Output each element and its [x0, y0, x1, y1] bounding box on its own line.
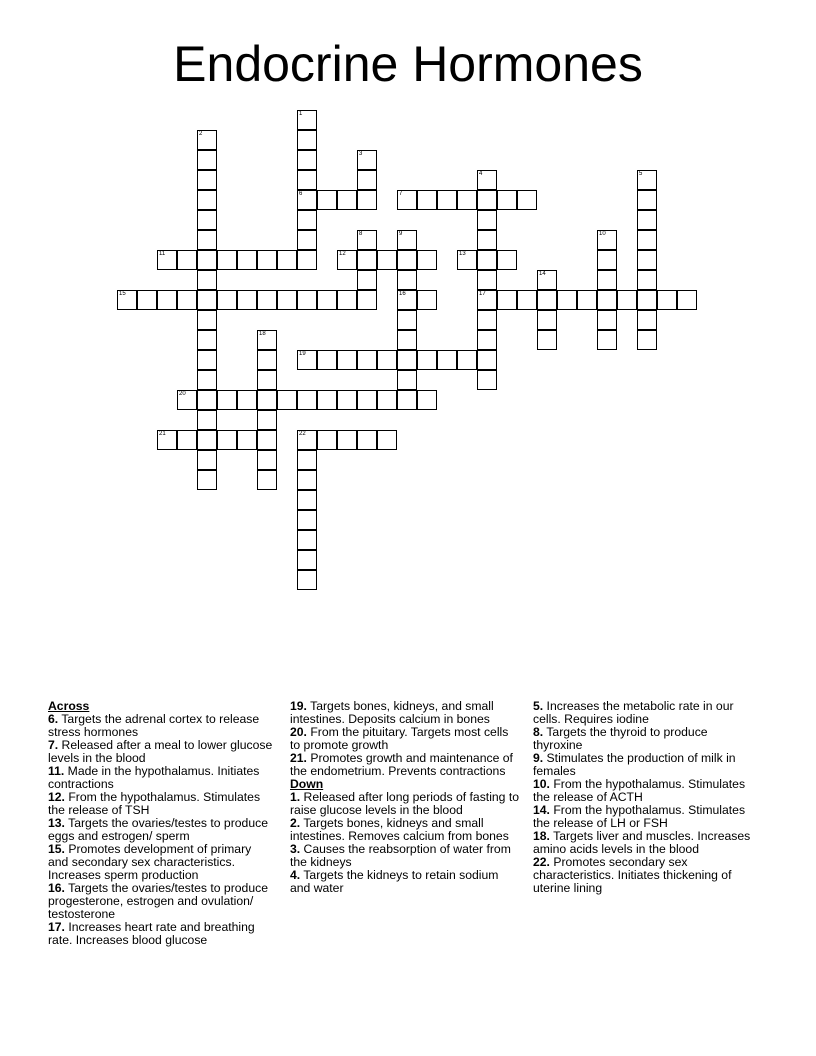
grid-cell[interactable] [417, 390, 437, 410]
clue-number: 12. [48, 790, 65, 804]
grid-cell[interactable] [577, 290, 597, 310]
grid-cell[interactable] [317, 350, 337, 370]
grid-cell[interactable] [477, 210, 497, 230]
grid-cell[interactable] [637, 270, 657, 290]
grid-cell[interactable] [517, 290, 537, 310]
clue-number: 10. [533, 777, 550, 791]
grid-cell[interactable] [297, 530, 317, 550]
cell-number: 12 [339, 251, 346, 257]
clues-column-3 [533, 700, 755, 895]
across-clue [290, 752, 520, 778]
clue-text: Released after a meal to lower glucose levels in the blood [48, 738, 273, 765]
clue-text: Increases the metabolic rate in our cells. Requires iodine [533, 699, 734, 726]
grid-cell[interactable] [477, 250, 497, 270]
down-clues-part-2 [533, 700, 755, 895]
clue-text: From the pituitary. Targets most cells to promote growth [290, 725, 509, 752]
grid-cell[interactable] [297, 190, 317, 210]
grid-cell[interactable] [357, 250, 377, 270]
cell-number: 19 [299, 351, 306, 357]
grid-cell[interactable] [357, 390, 377, 410]
cell-number: 6 [299, 191, 303, 197]
grid-cell[interactable] [417, 250, 437, 270]
clue-number: 19. [290, 699, 307, 713]
grid-cell[interactable] [397, 270, 417, 290]
grid-cell[interactable] [637, 250, 657, 270]
grid-cell[interactable] [197, 390, 217, 410]
grid-cell[interactable] [297, 450, 317, 470]
clue-text: Targets bones, kidneys, and small intestines. Deposits calcium in bones [290, 699, 494, 726]
grid-cell[interactable] [157, 430, 177, 450]
grid-cell[interactable] [657, 290, 677, 310]
grid-cell[interactable] [257, 290, 277, 310]
grid-cell[interactable] [197, 150, 217, 170]
clue-number: 4. [290, 868, 301, 882]
grid-cell[interactable] [197, 170, 217, 190]
grid-cell[interactable] [357, 170, 377, 190]
clue-text: From the hypothalamus. Stimulates the release of ACTH [533, 777, 746, 804]
grid-cell[interactable] [597, 310, 617, 330]
down-clue [290, 817, 520, 843]
grid-cell[interactable] [337, 250, 357, 270]
grid-cell[interactable] [197, 350, 217, 370]
clue-number: 21. [290, 751, 307, 765]
grid-cell[interactable] [637, 230, 657, 250]
grid-cell[interactable] [237, 430, 257, 450]
grid-cell[interactable] [217, 290, 237, 310]
clue-text: Released after long periods of fasting to raise glucose levels in the blood [290, 790, 520, 817]
grid-cell[interactable] [437, 190, 457, 210]
grid-cell[interactable] [257, 330, 277, 350]
grid-cell[interactable] [237, 390, 257, 410]
grid-cell[interactable] [197, 430, 217, 450]
clue-text: From the hypothalamus. Stimulates the release of LH or FSH [533, 803, 746, 830]
grid-cell[interactable] [637, 310, 657, 330]
grid-cell[interactable] [297, 390, 317, 410]
grid-cell[interactable] [457, 190, 477, 210]
grid-cell[interactable] [257, 390, 277, 410]
cell-number: 21 [159, 431, 166, 437]
grid-cell[interactable] [357, 270, 377, 290]
across-clue [48, 791, 274, 817]
cell-number: 1 [299, 111, 303, 117]
grid-cell[interactable] [297, 210, 317, 230]
grid-cell[interactable] [477, 190, 497, 210]
clue-number: 18. [533, 829, 550, 843]
cell-number: 16 [399, 291, 406, 297]
clue-text: From the hypothalamus. Stimulates the release of TSH [48, 790, 261, 817]
down-clue [533, 830, 755, 856]
clue-number: 13. [48, 816, 65, 830]
clue-text: Promotes growth and maintenance of the endometrium. Prevents contractions [290, 751, 513, 778]
clue-text: Made in the hypothalamus. Initiates contractions [48, 764, 260, 791]
grid-cell[interactable] [537, 270, 557, 290]
clue-text: Causes the reabsorption of water from the kidneys [290, 842, 511, 869]
across-heading: Across [48, 699, 90, 713]
grid-cell[interactable] [197, 270, 217, 290]
grid-cell[interactable] [117, 290, 137, 310]
clue-number: 20. [290, 725, 307, 739]
cell-number: 22 [299, 431, 306, 437]
grid-cell[interactable] [377, 250, 397, 270]
clue-number: 2. [290, 816, 301, 830]
cell-number: 20 [179, 391, 186, 397]
clue-number: 9. [533, 751, 544, 765]
across-clue [48, 843, 274, 882]
grid-cell[interactable] [477, 370, 497, 390]
grid-cell[interactable] [197, 250, 217, 270]
clue-text: Targets the adrenal cortex to release stress hormones [48, 712, 260, 739]
grid-cell[interactable] [337, 430, 357, 450]
grid-cell[interactable] [477, 170, 497, 190]
grid-cell[interactable] [677, 290, 697, 310]
grid-cell[interactable] [197, 130, 217, 150]
grid-cell[interactable] [257, 350, 277, 370]
down-clue [533, 856, 755, 895]
cell-number: 2 [199, 131, 203, 137]
clue-text: Targets liver and muscles. Increases amino acids levels in the blood [533, 829, 751, 856]
grid-cell[interactable] [397, 230, 417, 250]
grid-cell[interactable] [537, 310, 557, 330]
grid-cell[interactable] [197, 410, 217, 430]
cell-number: 8 [359, 231, 363, 237]
cell-number: 17 [479, 291, 486, 297]
grid-cell[interactable] [477, 270, 497, 290]
grid-cell[interactable] [197, 330, 217, 350]
grid-cell[interactable] [397, 310, 417, 330]
across-clue [48, 921, 274, 947]
clue-number: 7. [48, 738, 59, 752]
grid-cell[interactable] [517, 190, 537, 210]
cell-number: 11 [159, 251, 166, 257]
grid-cell[interactable] [497, 190, 517, 210]
puzzle-title: Endocrine Hormones [173, 36, 643, 92]
across-clue [48, 765, 274, 791]
grid-cell[interactable] [177, 250, 197, 270]
down-clue [290, 869, 520, 895]
grid-cell[interactable] [137, 290, 157, 310]
grid-cell[interactable] [277, 390, 297, 410]
clue-text: Promotes secondary sex characteristics. Initiates thickening of uterine lining [533, 855, 732, 895]
clue-text: Targets the kidneys to retain sodium and water [290, 868, 499, 895]
grid-cell[interactable] [337, 190, 357, 210]
grid-cell[interactable] [297, 570, 317, 590]
grid-cell[interactable] [597, 290, 617, 310]
grid-cell[interactable] [177, 290, 197, 310]
grid-cell[interactable] [397, 250, 417, 270]
grid-cell[interactable] [397, 390, 417, 410]
grid-cell[interactable] [457, 250, 477, 270]
clue-number: 16. [48, 881, 65, 895]
grid-cell[interactable] [377, 390, 397, 410]
grid-cell[interactable] [617, 290, 637, 310]
grid-cell[interactable] [217, 390, 237, 410]
across-clue [290, 700, 520, 726]
grid-cell[interactable] [177, 430, 197, 450]
grid-cell[interactable] [297, 490, 317, 510]
grid-cell[interactable] [337, 390, 357, 410]
grid-cell[interactable] [397, 330, 417, 350]
grid-cell[interactable] [597, 250, 617, 270]
grid-cell[interactable] [537, 330, 557, 350]
grid-cell[interactable] [477, 230, 497, 250]
grid-cell[interactable] [377, 430, 397, 450]
grid-cell[interactable] [357, 150, 377, 170]
grid-cell[interactable] [197, 190, 217, 210]
grid-cell[interactable] [397, 370, 417, 390]
clues-column-2 [290, 700, 520, 895]
clue-number: 8. [533, 725, 544, 739]
grid-cell[interactable] [357, 290, 377, 310]
grid-cell[interactable] [397, 350, 417, 370]
down-clue [533, 778, 755, 804]
grid-cell[interactable] [357, 230, 377, 250]
clues-column-1 [48, 700, 274, 947]
grid-cell[interactable] [397, 290, 417, 310]
grid-cell[interactable] [237, 290, 257, 310]
grid-cell[interactable] [357, 350, 377, 370]
grid-cell[interactable] [297, 350, 317, 370]
down-clue [533, 700, 755, 726]
grid-cell[interactable] [457, 350, 477, 370]
grid-cell[interactable] [257, 370, 277, 390]
clue-number: 1. [290, 790, 301, 804]
clue-text: Promotes development of primary and secondary sex characteristics. Increases sperm production [48, 842, 252, 882]
grid-cell[interactable] [197, 450, 217, 470]
clue-number: 5. [533, 699, 544, 713]
cell-number: 15 [119, 291, 126, 297]
grid-cell[interactable] [237, 250, 257, 270]
clue-text: Targets the ovaries/testes to produce eggs and estrogen/ sperm [48, 816, 268, 843]
cell-number: 18 [259, 331, 266, 337]
cell-number: 5 [639, 171, 643, 177]
grid-cell[interactable] [437, 350, 457, 370]
cell-number: 10 [599, 231, 606, 237]
across-clue [48, 817, 274, 843]
grid-cell[interactable] [157, 250, 177, 270]
grid-cell[interactable] [357, 190, 377, 210]
grid-cell[interactable] [597, 270, 617, 290]
clue-text: Stimulates the production of milk in females [533, 751, 736, 778]
across-clues-part-2 [290, 700, 520, 778]
across-clue [48, 739, 274, 765]
grid-cell[interactable] [477, 290, 497, 310]
grid-cell[interactable] [197, 210, 217, 230]
grid-cell[interactable] [217, 430, 237, 450]
grid-cell[interactable] [317, 430, 337, 450]
grid-cell[interactable] [197, 310, 217, 330]
grid-cell[interactable] [157, 290, 177, 310]
grid-cell[interactable] [277, 290, 297, 310]
clue-number: 14. [533, 803, 550, 817]
grid-cell[interactable] [297, 230, 317, 250]
down-clues-part-1 [290, 791, 520, 895]
grid-cell[interactable] [637, 170, 657, 190]
across-clues-part-1 [48, 713, 274, 947]
grid-cell[interactable] [297, 470, 317, 490]
across-clue [290, 726, 520, 752]
grid-cell[interactable] [217, 250, 237, 270]
grid-cell[interactable] [337, 290, 357, 310]
clue-number: 15. [48, 842, 65, 856]
grid-cell[interactable] [177, 390, 197, 410]
grid-cell[interactable] [477, 330, 497, 350]
clue-text: Targets the ovaries/testes to produce progesterone, estrogen and ovulation/ testosterone [48, 881, 268, 921]
grid-cell[interactable] [317, 190, 337, 210]
cell-number: 9 [399, 231, 403, 237]
grid-cell[interactable] [357, 430, 377, 450]
grid-cell[interactable] [417, 290, 437, 310]
grid-cell[interactable] [637, 210, 657, 230]
grid-cell[interactable] [497, 250, 517, 270]
grid-cell[interactable] [257, 450, 277, 470]
clue-text: Increases heart rate and breathing rate. Increases blood glucose [48, 920, 255, 947]
clue-text: Targets the thyroid to produce thyroxine [533, 725, 708, 752]
grid-cell[interactable] [297, 290, 317, 310]
down-clue [533, 804, 755, 830]
grid-cell[interactable] [257, 410, 277, 430]
grid-cell[interactable] [337, 350, 357, 370]
cell-number: 4 [479, 171, 483, 177]
grid-cell[interactable] [297, 110, 317, 130]
grid-cell[interactable] [317, 390, 337, 410]
grid-cell[interactable] [297, 510, 317, 530]
grid-cell[interactable] [297, 550, 317, 570]
grid-cell[interactable] [637, 290, 657, 310]
cell-number: 14 [539, 271, 546, 277]
grid-cell[interactable] [297, 430, 317, 450]
grid-cell[interactable] [497, 290, 517, 310]
grid-cell[interactable] [297, 170, 317, 190]
grid-cell[interactable] [297, 130, 317, 150]
clue-text: Targets bones, kidneys and small intestines. Removes calcium from bones [290, 816, 509, 843]
across-clue [48, 882, 274, 921]
grid-cell[interactable] [417, 190, 437, 210]
grid-cell[interactable] [197, 470, 217, 490]
grid-cell[interactable] [597, 230, 617, 250]
grid-cell[interactable] [257, 250, 277, 270]
grid-cell[interactable] [297, 150, 317, 170]
grid-cell[interactable] [317, 290, 337, 310]
grid-cell[interactable] [557, 290, 577, 310]
grid-cell[interactable] [197, 230, 217, 250]
clue-number: 11. [48, 764, 65, 778]
grid-cell[interactable] [597, 330, 617, 350]
down-clue [290, 791, 520, 817]
grid-cell[interactable] [197, 290, 217, 310]
clue-number: 3. [290, 842, 301, 856]
grid-cell[interactable] [637, 330, 657, 350]
across-clue [48, 713, 274, 739]
grid-cell[interactable] [277, 250, 297, 270]
cell-number: 3 [359, 151, 363, 157]
down-clue [533, 726, 755, 752]
grid-cell[interactable] [637, 190, 657, 210]
grid-cell[interactable] [417, 350, 437, 370]
grid-cell[interactable] [377, 350, 397, 370]
clue-number: 6. [48, 712, 59, 726]
down-clue [290, 843, 520, 869]
clue-number: 22. [533, 855, 550, 869]
cell-number: 7 [399, 191, 403, 197]
grid-cell[interactable] [197, 370, 217, 390]
grid-cell[interactable] [397, 190, 417, 210]
cell-number: 13 [459, 251, 466, 257]
grid-cell[interactable] [477, 310, 497, 330]
grid-cell[interactable] [477, 350, 497, 370]
grid-cell[interactable] [257, 470, 277, 490]
grid-cell[interactable] [297, 250, 317, 270]
grid-cell[interactable] [257, 430, 277, 450]
down-clue [533, 752, 755, 778]
down-heading: Down [290, 777, 324, 791]
grid-cell[interactable] [537, 290, 557, 310]
clue-number: 17. [48, 920, 65, 934]
